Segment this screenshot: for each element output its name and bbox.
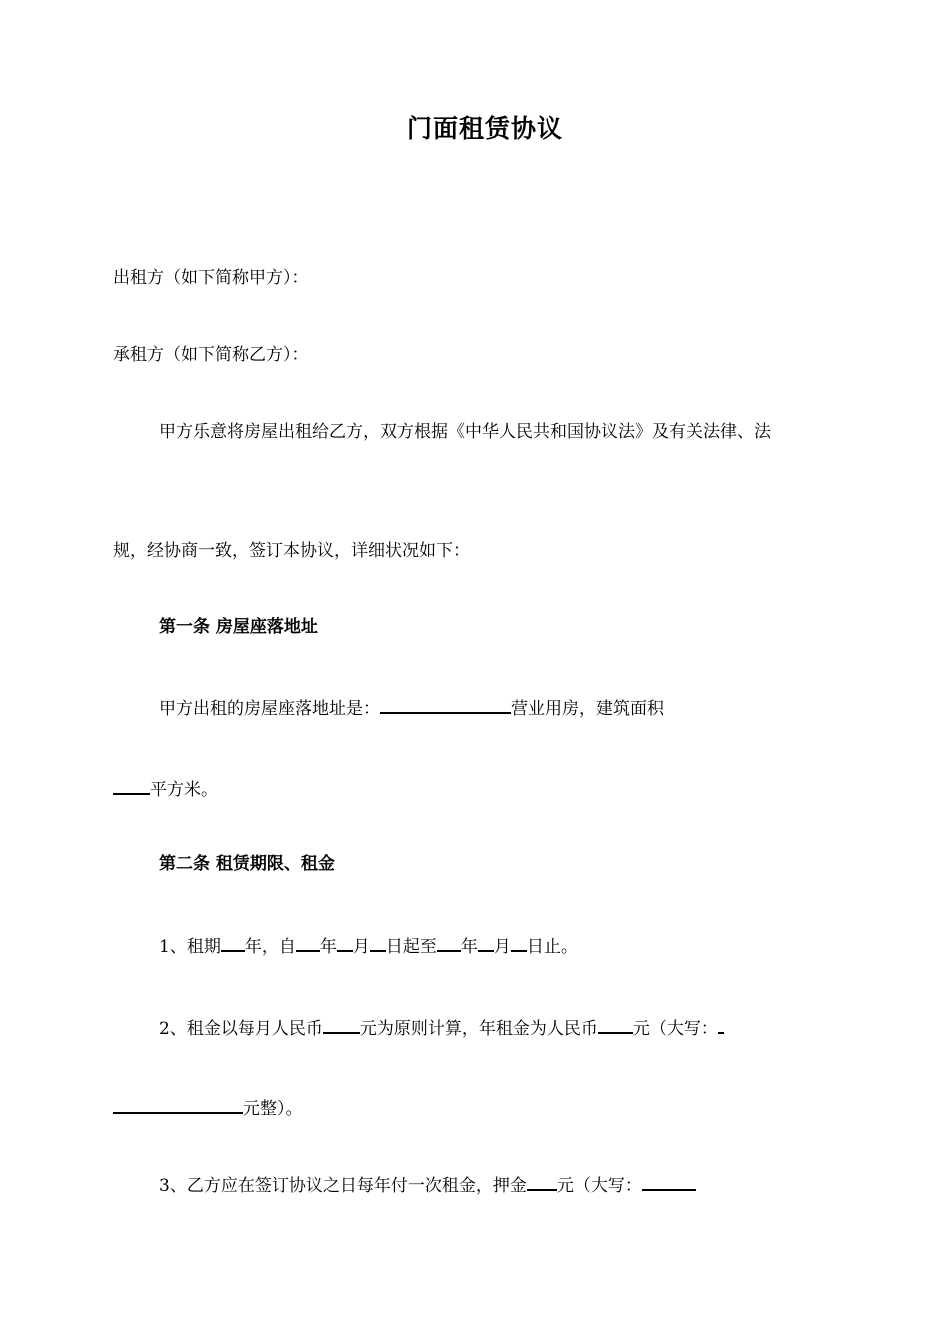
deposit-label: 3、乙方应在签订协议之日每年付一次租金，押金 [159,1176,527,1196]
start-year-blank [296,932,320,952]
start-day-blank [370,932,386,952]
deposit-capital-label: 元（大写： [556,1176,642,1196]
end-month-label: 月 [493,937,511,957]
address-label: 甲方出租的房屋座落地址是： [159,699,380,719]
start-year-label: 年 [319,937,337,957]
area-label: 营业用房，建筑面积 [511,699,664,719]
annual-rent-capital-blank [113,1094,243,1114]
article-1-area-line [113,775,218,801]
deposit-capital-blank [642,1171,696,1191]
start-day-label: 日起至 [385,937,437,957]
monthly-rent-label: 2、租金以每月人民币 [159,1019,323,1039]
intro-line-1: 甲方乐意将房屋出租给乙方，双方根据《中华人民共和国协议法》及有关法律、法 [159,422,771,442]
article-2-item-2-cont [113,1094,303,1120]
term-label: 1、租期 [159,937,221,957]
annual-rent-end: 元整）。 [243,1099,303,1119]
area-unit: 平方米。 [150,780,218,800]
article-2-item-1 [159,932,578,958]
lessee-line: 承租方（如下简称乙方）： [113,345,309,365]
start-month-blank [337,932,353,952]
article-2-item-2 [159,1014,724,1040]
end-year-label: 年 [460,937,478,957]
end-month-blank [478,932,494,952]
intro-line-2: 规，经协商一致，签订本协议，详细状况如下： [113,541,470,561]
article-1-address-line [159,694,664,720]
term-from-label: 年，自 [244,937,296,957]
annual-rent-capital-label: 元（大写： [632,1019,718,1039]
article-2-heading: 第二条 租赁期限、租金 [159,854,335,874]
annual-rent-label: 元为原则计算，年租金为人民币 [359,1019,598,1039]
end-year-blank [437,932,461,952]
article-1-heading: 第一条 房屋座落地址 [159,617,318,637]
address-blank [380,694,511,714]
monthly-rent-blank [323,1014,360,1034]
term-years-blank [221,932,245,952]
annual-rent-capital-blank-start [718,1014,724,1034]
article-2-item-3 [159,1171,696,1197]
document-title: 门面租赁协议 [406,114,563,143]
start-month-label: 月 [352,937,370,957]
annual-rent-blank [598,1014,633,1034]
deposit-blank [527,1171,557,1191]
end-day-blank [511,932,527,952]
area-blank [113,775,150,795]
lessor-line: 出租方（如下简称甲方）： [113,268,309,288]
end-day-label: 日止。 [526,937,578,957]
